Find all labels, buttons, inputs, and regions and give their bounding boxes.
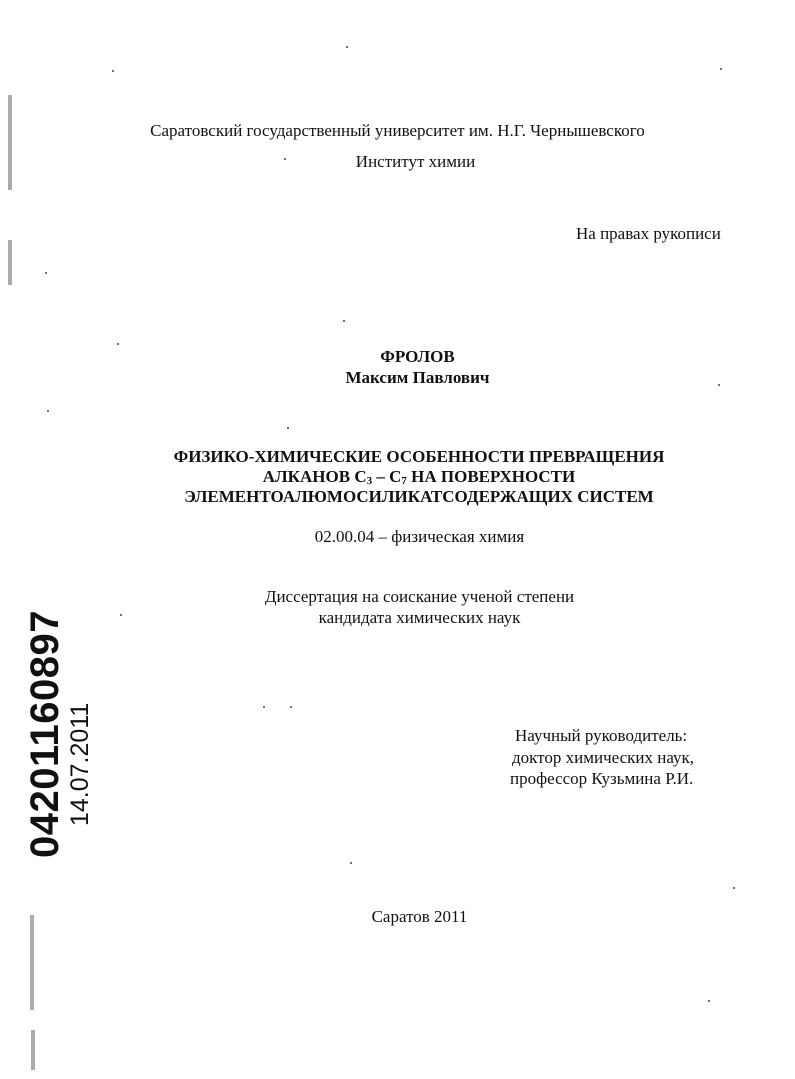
place-year: Саратов 2011 (371, 907, 468, 926)
thesis-title-line-1: ФИЗИКО-ХИМИЧЕСКИЕ ОСОБЕННОСТИ ПРЕВРАЩЕНИЯ (173, 447, 665, 466)
title-line-2-suffix: НА ПОВЕРХНОСТИ (406, 467, 576, 486)
scan-speck (263, 706, 265, 708)
scan-speck (343, 320, 345, 322)
subscript-3: 3 (366, 475, 373, 487)
manuscript-note: На правах рукописи (576, 224, 721, 243)
scan-edge-mark (8, 95, 12, 190)
supervisor-name: профессор Кузьмина Р.И. (510, 769, 694, 788)
scan-speck (733, 887, 735, 889)
university-name: Саратовский государственный университет им. Н.Г. Чернышевского (150, 121, 645, 140)
supervisor-degree: доктор химических наук, (512, 748, 695, 767)
scan-speck (47, 410, 49, 412)
scan-speck (112, 70, 114, 72)
scan-speck (120, 614, 122, 616)
scan-edge-mark (8, 240, 12, 285)
scan-edge-mark (31, 1030, 35, 1070)
supervisor-label: Научный руководитель: (515, 726, 688, 745)
author-name: Максим Павлович (345, 368, 490, 387)
scan-speck (287, 427, 289, 429)
title-line-2-prefix: АЛКАНОВ C (262, 467, 367, 486)
scan-speck (350, 862, 352, 864)
degree-line-2: кандидата химических наук (318, 608, 521, 627)
specialty-code: 02.00.04 – физическая химия (314, 527, 525, 546)
library-stamp-number: 04201160897 (23, 610, 67, 858)
title-line-2-dash: – C (372, 467, 402, 486)
degree-line-1: Диссертация на соискание ученой степени (264, 587, 575, 606)
scan-speck (117, 343, 119, 345)
thesis-title-line-3: ЭЛЕМЕНТОАЛЮМОСИЛИКАТСОДЕРЖАЩИХ СИСТЕМ (184, 487, 654, 506)
library-stamp-date: 14.07.2011 (66, 702, 94, 826)
scan-speck (718, 384, 720, 386)
author-surname: ФРОЛОВ (380, 347, 455, 366)
subscript-7: 7 (401, 475, 407, 487)
scan-speck (346, 46, 348, 48)
scan-speck (290, 706, 292, 708)
scan-edge-mark (30, 915, 34, 1010)
scan-speck (708, 1000, 710, 1002)
scan-speck (720, 68, 722, 70)
scan-speck (45, 272, 47, 274)
scan-speck (284, 158, 286, 160)
institute-name: Институт химии (355, 152, 476, 171)
